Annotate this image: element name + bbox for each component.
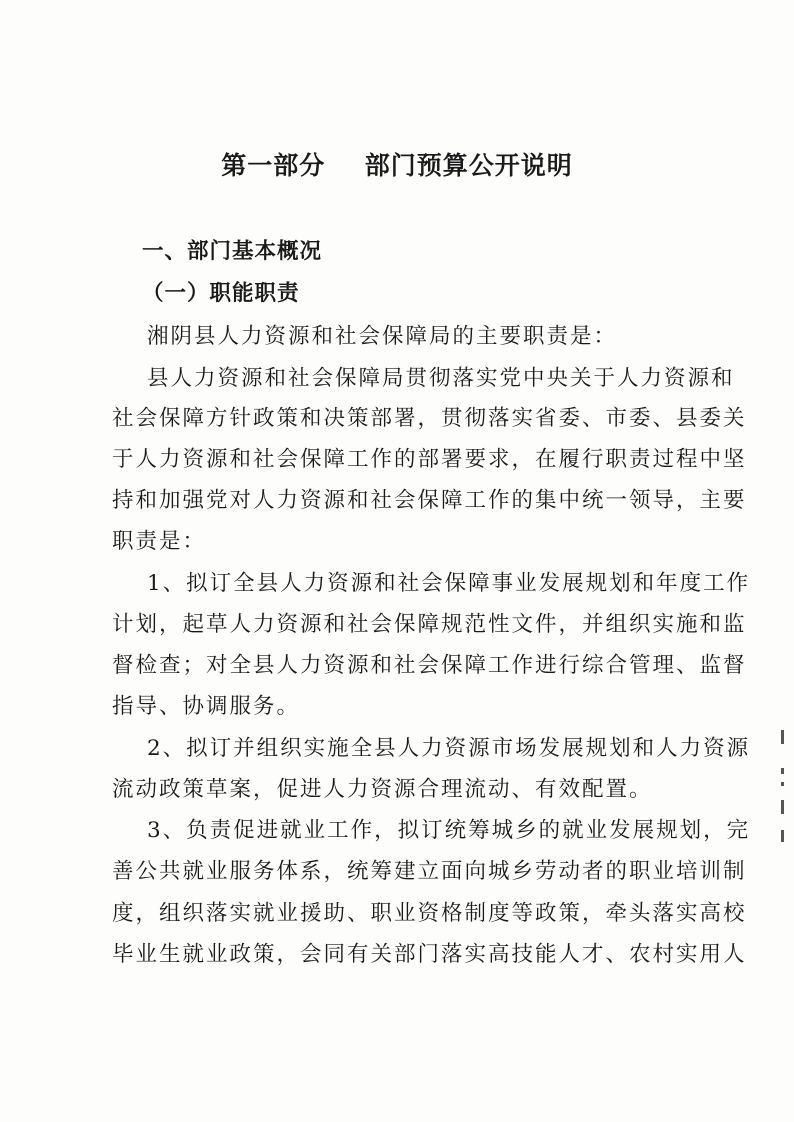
paragraph-line: 3、负责促进就业工作，拟订统筹城乡的就业发展规划，完 <box>147 818 751 843</box>
subsection-heading: （一）职能职责 <box>142 281 300 306</box>
paragraph-line: 计划，起草人力资源和社会保障规范性文件，并组织实施和监 <box>112 612 747 637</box>
paragraph-line: 湘阴县人力资源和社会保障局的主要职责是： <box>147 324 618 349</box>
paragraph-line: 指导、协调服务。 <box>112 694 301 719</box>
paragraph-line: 职责是： <box>112 529 207 554</box>
paragraph-line: 1、拟订全县人力资源和社会保障事业发展规划和年度工作 <box>147 571 751 596</box>
paragraph-line: 善公共就业服务体系，统筹建立面向城乡劳动者的职业培训制 <box>112 859 747 884</box>
paragraph-line: 县人力资源和社会保障局贯彻落实党中央关于人力资源和 <box>147 366 735 391</box>
paragraph-line: 社会保障方针政策和决策部署，贯彻落实省委、市委、县委关 <box>112 406 747 431</box>
paragraph-line: 度，组织落实就业援助、职业资格制度等政策，牵头落实高校 <box>112 901 747 926</box>
paragraph-line: 于人力资源和社会保障工作的部署要求，在履行职责过程中坚 <box>112 447 747 472</box>
paragraph-line: 持和加强党对人力资源和社会保障工作的集中统一领导，主要 <box>112 488 747 513</box>
paragraph-line: 2、拟订并组织实施全县人力资源市场发展规划和人力资源 <box>147 736 751 761</box>
section-heading: 一、部门基本概况 <box>142 239 323 264</box>
paragraph-line: 督检查；对全县人力资源和社会保障工作进行综合管理、监督 <box>112 653 747 678</box>
paragraph-line: 毕业生就业政策，会同有关部门落实高技能人才、农村实用人 <box>112 942 747 967</box>
paragraph-line: 流动政策草案，促进人力资源合理流动、有效配置。 <box>112 777 653 802</box>
scan-edge-marks <box>781 730 791 850</box>
page-title: 第一部分 部门预算公开说明 <box>221 151 573 180</box>
